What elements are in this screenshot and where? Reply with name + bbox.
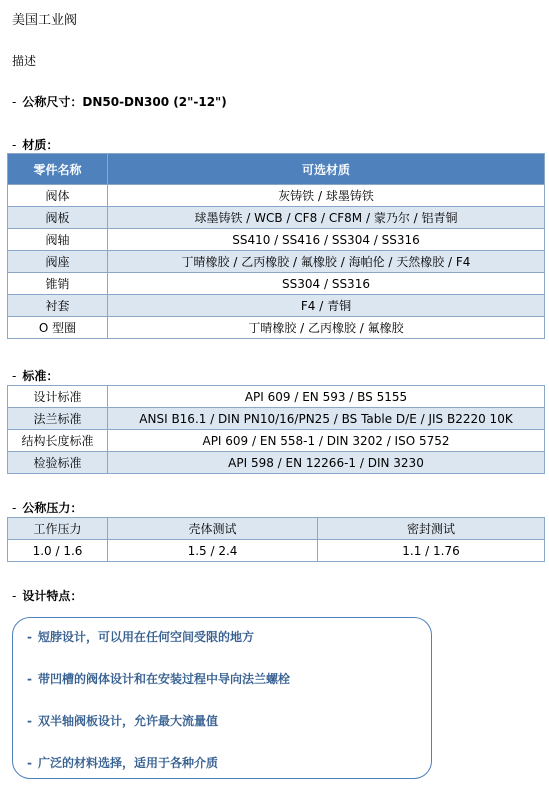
table-row: [8, 452, 545, 474]
materials-header-material: 可选材质: [108, 154, 545, 185]
table-row: [8, 251, 545, 273]
part-name: 阀轴: [8, 229, 108, 251]
feature-item: - 短脖设计，可以用在任何空间受限的地方: [27, 630, 254, 644]
part-name: 阀板: [8, 207, 108, 229]
table-row: [8, 295, 545, 317]
standard-value: API 609 / EN 593 / BS 5155: [108, 386, 545, 408]
table-row: [8, 317, 545, 339]
part-name: 阀体: [8, 185, 108, 207]
material-options: 丁晴橡胶 / 乙丙橡胶 / 氟橡胶 / 海帕伦 / 天然橡胶 / F4: [108, 251, 545, 273]
nominal-size-label: 公称尺寸：: [22, 95, 83, 109]
pressure-working-value: 1.0 / 1.6: [8, 540, 108, 562]
material-options: F4 / 青铜: [108, 295, 545, 317]
materials-header-part: 零件名称: [8, 154, 108, 185]
material-options: SS304 / SS316: [108, 273, 545, 295]
pressure-shell-value: 1.5 / 2.4: [108, 540, 318, 562]
standard-value: ANSI B16.1 / DIN PN10/16/PN25 / BS Table D/E / JIS B2220 10K: [108, 408, 545, 430]
standards-heading: - 标准：: [12, 369, 59, 383]
description-label: 描述: [12, 54, 37, 68]
part-name: O 型圈: [8, 317, 108, 339]
materials-table: [7, 153, 545, 339]
features-box: [12, 617, 432, 779]
part-name: 阀座: [8, 251, 108, 273]
pressure-header-working: 工作压力: [8, 518, 108, 540]
table-row: [8, 185, 545, 207]
feature-item: - 双半轴阀板设计，允许最大流量值: [27, 714, 218, 728]
table-row: [8, 408, 545, 430]
standard-type: 检验标准: [8, 452, 108, 474]
standard-type: 法兰标准: [8, 408, 108, 430]
standard-type: 结构长度标准: [8, 430, 108, 452]
material-options: 灰铸铁 / 球墨铸铁: [108, 185, 545, 207]
table-row: [8, 207, 545, 229]
nominal-size-line: - 公称尺寸：DN50-DN300 (2"-12"): [12, 95, 227, 109]
table-row: [8, 229, 545, 251]
features-heading: - 设计特点：: [12, 589, 83, 603]
pressure-header-shell: 壳体测试: [108, 518, 318, 540]
standard-type: 设计标准: [8, 386, 108, 408]
pressure-header-seal: 密封测试: [318, 518, 545, 540]
material-options: SS410 / SS416 / SS304 / SS316: [108, 229, 545, 251]
material-options: 丁晴橡胶 / 乙丙橡胶 / 氟橡胶: [108, 317, 545, 339]
table-row: [8, 386, 545, 408]
materials-heading: - 材质：: [12, 138, 59, 152]
part-name: 锥销: [8, 273, 108, 295]
feature-item: - 带凹槽的阀体设计和在安装过程中导向法兰螺栓: [27, 672, 290, 686]
standard-value: API 609 / EN 558-1 / DIN 3202 / ISO 5752: [108, 430, 545, 452]
part-name: 衬套: [8, 295, 108, 317]
standard-value: API 598 / EN 12266-1 / DIN 3230: [108, 452, 545, 474]
table-row: [8, 430, 545, 452]
nominal-size-value: DN50-DN300 (2"-12"): [82, 95, 227, 109]
material-options: 球墨铸铁 / WCB / CF8 / CF8M / 蒙乃尔 / 铝青铜: [108, 207, 545, 229]
table-row: [8, 540, 545, 562]
table-row: [8, 518, 545, 540]
pressure-table: [7, 517, 545, 562]
pressure-seal-value: 1.1 / 1.76: [318, 540, 545, 562]
standards-table: [7, 385, 545, 474]
feature-item: - 广泛的材料选择，适用于各种介质: [27, 756, 218, 770]
pressure-heading: - 公称压力：: [12, 501, 83, 515]
page-title: 美国工业阀: [12, 13, 78, 28]
table-row: [8, 273, 545, 295]
